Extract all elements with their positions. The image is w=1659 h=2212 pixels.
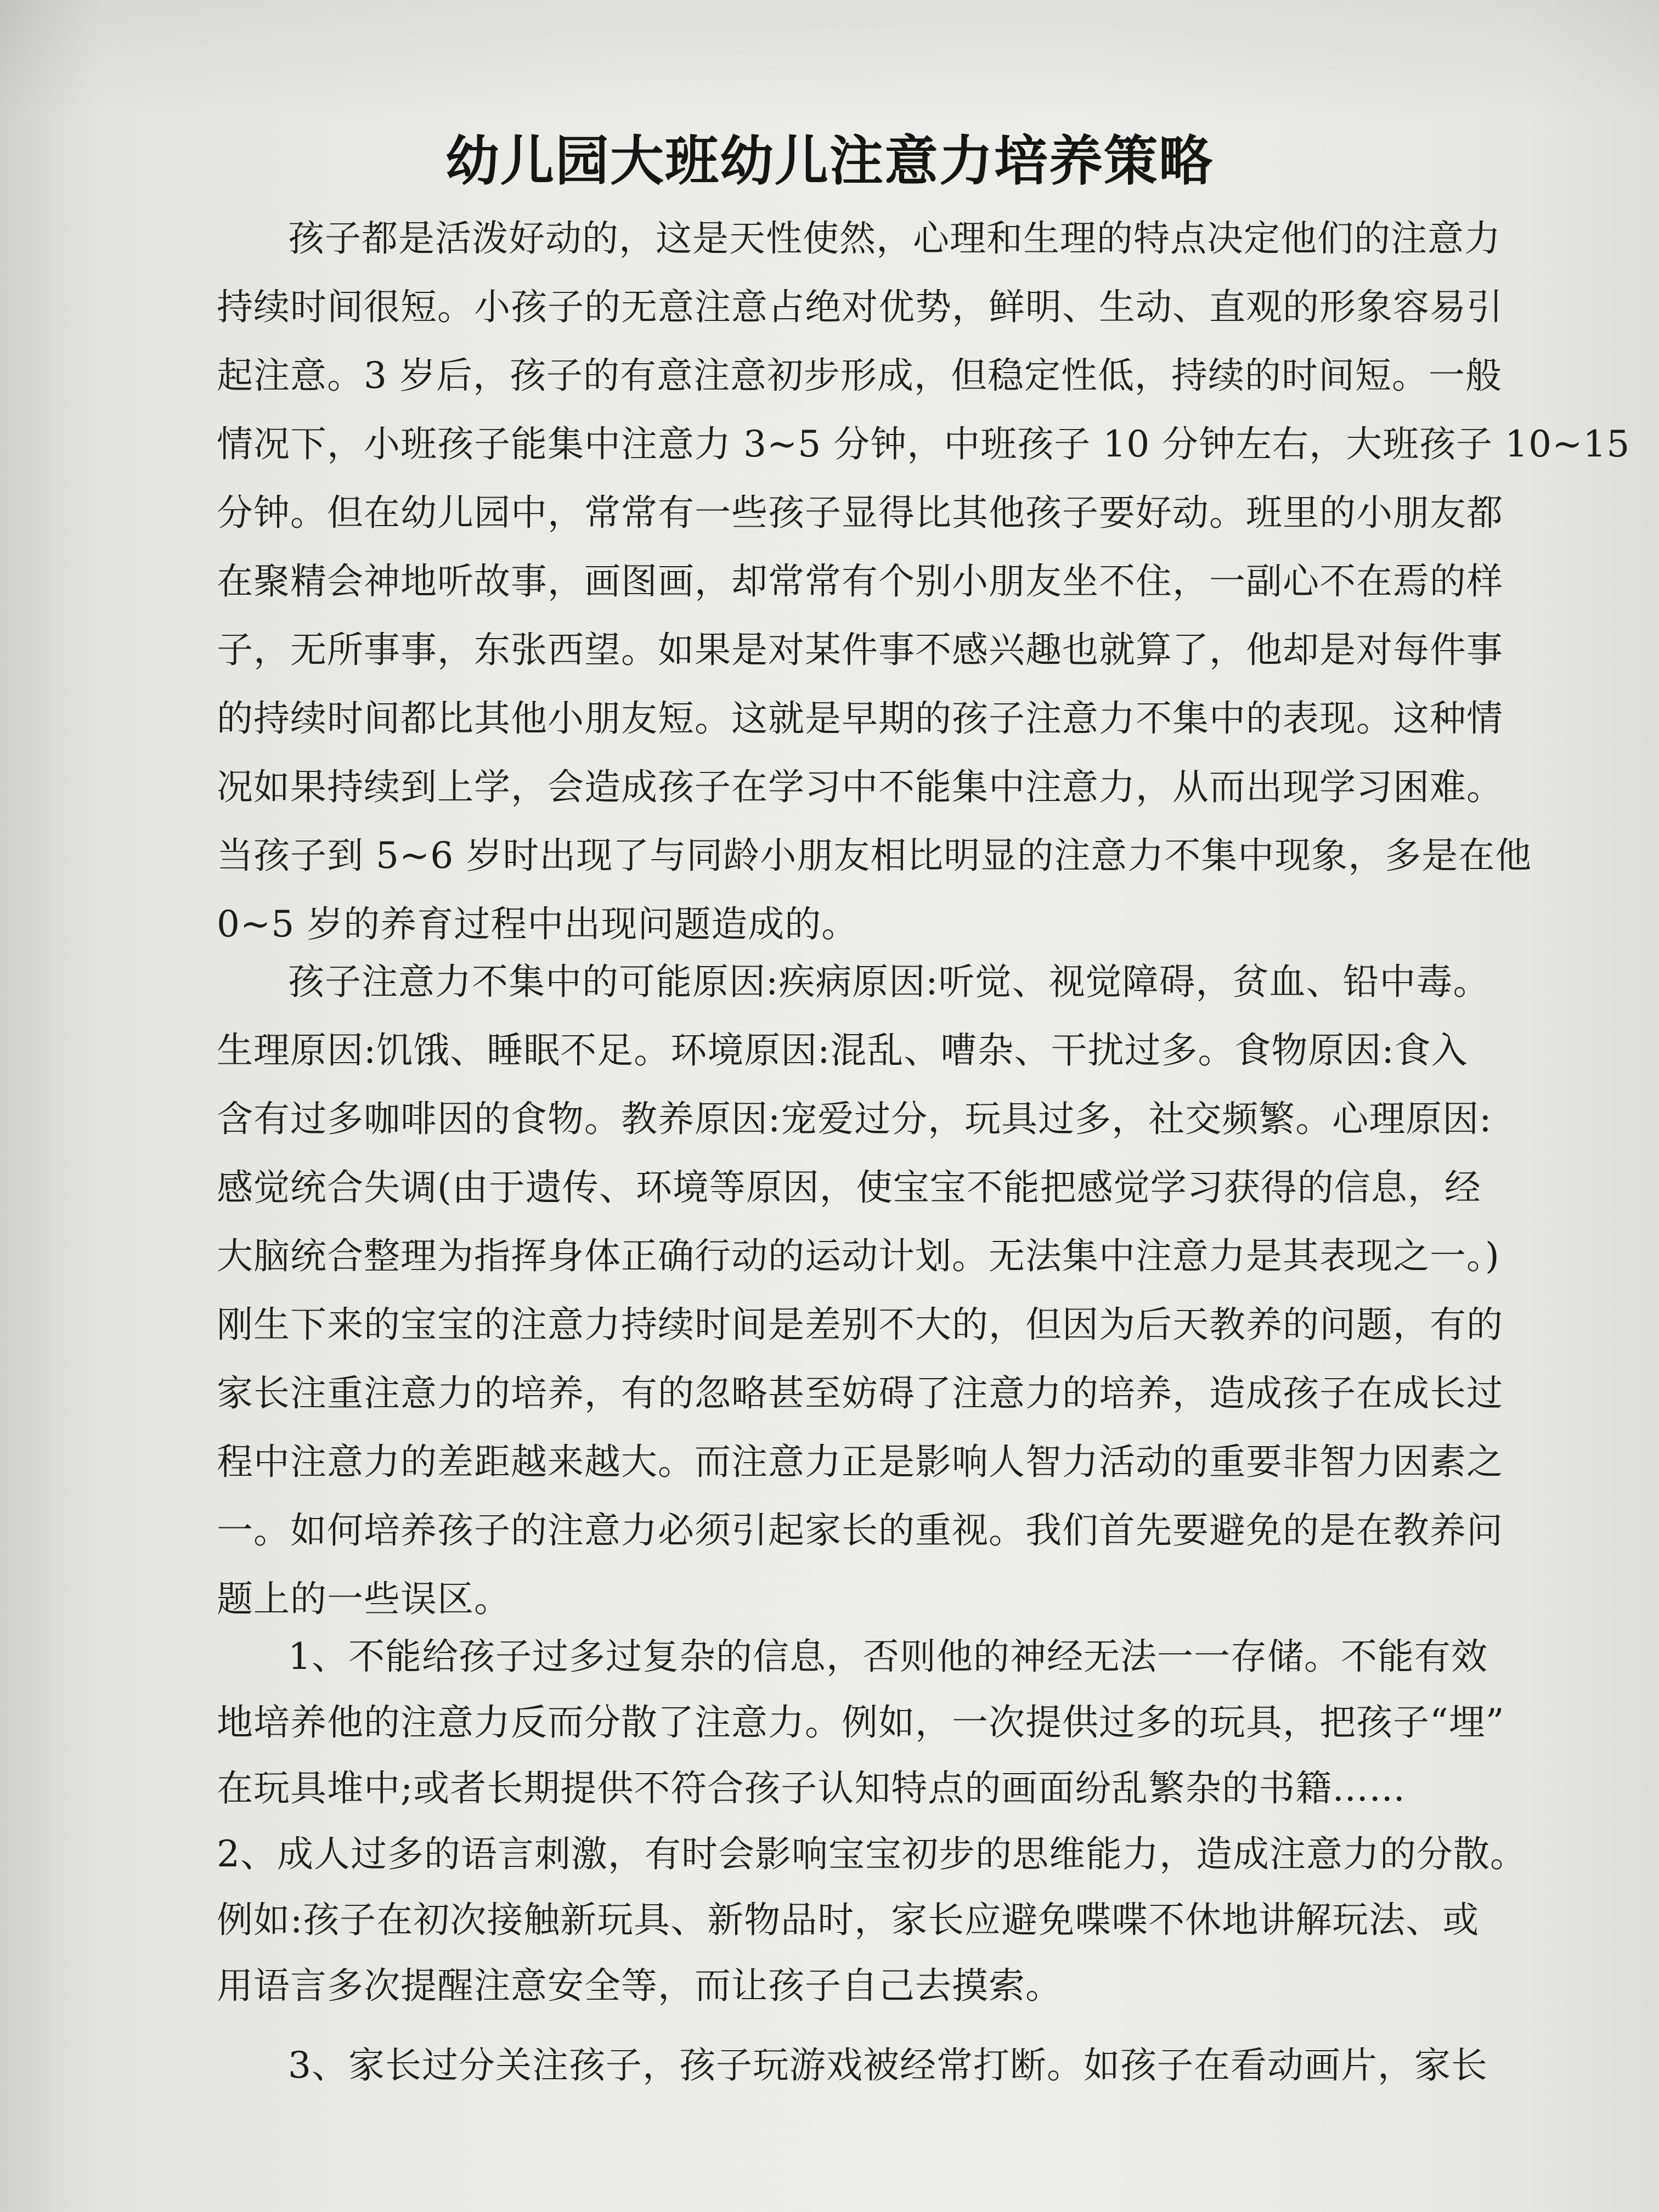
- text-line: 刚生下来的宝宝的注意力持续时间是差别不大的，但因为后天教养的问题，有的: [217, 1304, 1503, 1346]
- text-line: 含有过多咖啡因的食物。教养原因:宠爱过分，玩具过多，社交频繁。心理原因:: [217, 1098, 1492, 1140]
- text-line: 起注意。3 岁后，孩子的有意注意初步形成，但稳定性低，持续的时间短。一般: [217, 354, 1502, 397]
- text-line: 生理原因:饥饿、睡眠不足。环境原因:混乱、嘈杂、干扰过多。食物原因:食入: [217, 1029, 1468, 1071]
- text-line: 在聚精会神地听故事，画图画，却常常有个别小朋友坐不住，一副心不在焉的样: [217, 560, 1503, 602]
- text-line: 的持续时间都比其他小朋友短。这就是早期的孩子注意力不集中的表现。这种情: [217, 697, 1503, 740]
- text-line: 地培养他的注意力反而分散了注意力。例如，一次提供过多的玩具，把孩子“埋”: [217, 1701, 1505, 1743]
- text-line: 0~5 岁的养育过程中出现问题造成的。: [217, 903, 859, 945]
- list-item-1-line: 1、不能给孩子过多过复杂的信息，否则他的神经无法一一存储。不能有效: [288, 1635, 1488, 1678]
- text-line: 分钟。但在幼儿园中，常常有一些孩子显得比其他孩子要好动。班里的小朋友都: [217, 492, 1503, 534]
- text-line: 感觉统合失调(由于遗传、环境等原因，使宝宝不能把感觉学习获得的信息，经: [217, 1166, 1481, 1209]
- text-line: 在玩具堆中;或者长期提供不符合孩子认知特点的画面纷乱繁杂的书籍……: [217, 1767, 1406, 1809]
- text-line: 孩子都是活泼好动的，这是天性使然，心理和生理的特点决定他们的注意力: [288, 217, 1501, 259]
- text-line: 子，无所事事，东张西望。如果是对某件事不感兴趣也就算了，他却是对每件事: [217, 629, 1503, 671]
- text-line: 况如果持续到上学，会造成孩子在学习中不能集中注意力，从而出现学习困难。: [217, 766, 1503, 808]
- text-line: 一。如何培养孩子的注意力必须引起家长的重视。我们首先要避免的是在教养问: [217, 1509, 1503, 1551]
- text-line: 例如:孩子在初次接触新玩具、新物品时，家长应避免喋喋不休地讲解玩法、或: [217, 1899, 1480, 1941]
- text-line: 题上的一些误区。: [217, 1578, 511, 1620]
- document-title: 幼儿园大班幼儿注意力培养策略: [445, 129, 1214, 193]
- text-line: 情况下，小班孩子能集中注意力 3~5 分钟，中班孩子 10 分钟左右，大班孩子 10~15: [217, 423, 1630, 465]
- text-line: 大脑统合整理为指挥身体正确行动的运动计划。无法集中注意力是其表现之一。): [217, 1235, 1500, 1277]
- list-item-2-line: 2、成人过多的语言刺激，有时会影响宝宝初步的思维能力，造成注意力的分散。: [217, 1833, 1527, 1875]
- text-line: 当孩子到 5~6 岁时出现了与同龄小朋友相比明显的注意力不集中现象，多是在他: [217, 834, 1532, 877]
- text-line: 家长注重注意力的培养，有的忽略甚至妨碍了注意力的培养，造成孩子在成长过: [217, 1372, 1503, 1414]
- text-line: 用语言多次提醒注意安全等，而让孩子自己去摸索。: [217, 1965, 1062, 2007]
- text-line: 持续时间很短。小孩子的无意注意占绝对优势，鲜明、生动、直观的形象容易引: [217, 286, 1503, 328]
- text-line: 程中注意力的差距越来越大。而注意力正是影响人智力活动的重要非智力因素之: [217, 1441, 1503, 1483]
- text-line: 孩子注意力不集中的可能原因:疾病原因:听觉、视觉障碍，贫血、铅中毒。: [288, 961, 1490, 1003]
- page-shadow: [0, 0, 1659, 121]
- list-item-3-line: 3、家长过分关注孩子，孩子玩游戏被经常打断。如孩子在看动画片，家长: [288, 2044, 1488, 2086]
